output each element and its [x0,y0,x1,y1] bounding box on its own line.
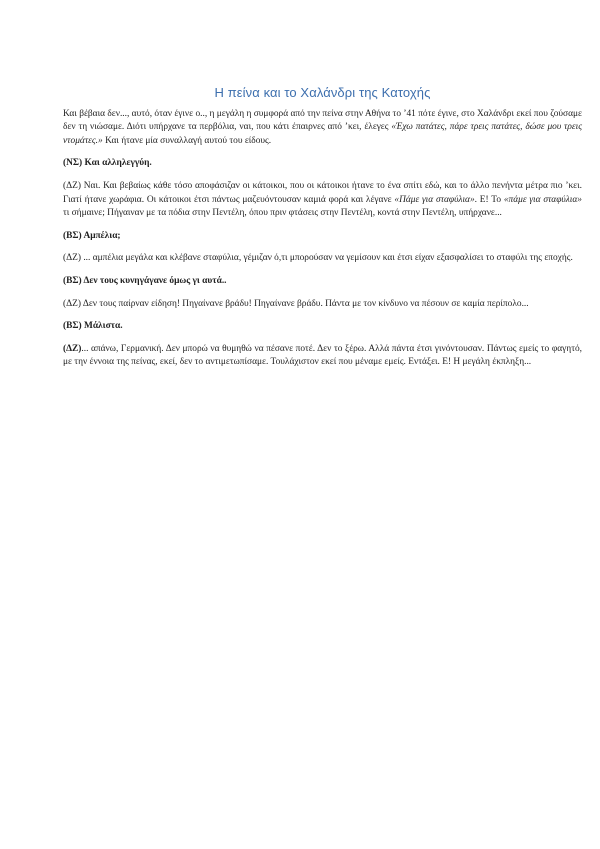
question-4: (ΒΣ) Μάλιστα. [63,321,123,332]
paragraph-1-text-a: Και βέβαια δεν..., αυτό, όταν έγινε ο.., η μεγάλη η συμφορά από την πείνα στην Αθήνα το ’41 πότε έγινε, στο Χαλάνδρι εκεί που ζούσαμε δεν τη νιώσαμε. Διότι υπήρχανε τα περβόλια, ναι, που κάτι έπαιρνες από ’κει, έλεγες [63,108,582,133]
question-2: (ΒΣ) Αμπέλια; [63,230,121,241]
paragraph-2-quote-1: «Πάμε για σταφύλια» [394,194,475,205]
paragraph-3: (ΔΖ) ... αμπέλια μεγάλα και κλέβανε σταφύλια, γέμιζαν ό,τι μπορούσαν να γεμίσουν και έτσι είχαν εξασφαλίσει το σταφύλι της εποχής. [63,253,573,264]
document-body [63,86,582,379]
paragraph-1 [63,108,582,149]
paragraph-2 [63,180,582,221]
question-1: (ΝΣ) Και αλληλεγγύη. [63,158,152,169]
paragraph-5-text: ... απάνω, Γερμανική. Δεν μπορώ να θυμηθώ να πέσανε ποτέ. Δεν το ξέρω. Αλλά πάντα έτσι γινόντουσαν. Πάντως εμείς το φαγητό, με την έννοια της πείνας, εκεί, δεν το αντιμετωπίσαμε. Τουλάχιστον εκεί που μέναμε εμείς. Εντάξει. Ε! Η μεγάλη έκπληξη... [63,343,582,368]
paragraph-1-quote: «Έχω πατάτες, πάρε τρεις πατάτες, δώσε μου τρεις ντομάτες.» [63,122,582,146]
paragraph-5 [63,343,582,370]
paragraph-2-text-c: τι σήμαινε; Πήγαιναν με τα πόδια στην Πεντέλη, όπου πριν φτάσεις στην Πεντέλη, κοντά στην Πεντέλη, υπήρχανε... [63,208,502,219]
document-title: Η πείνα και το Χαλάνδρι της Κατοχής [214,85,431,100]
paragraph-2-text-a: (ΔΖ) Ναι. Και βεβαίως κάθε τόσο αποφάσιζαν οι κάτοικοι, που οι κάτοικοι ήτανε το ένα σπίτι εδώ, και το άλλο πενήντα μέτρα πιο ’κει. Γιατί ήτανε χωράφια. Οι κάτοικοι έτσι πάντως μαζευόντουσαν καμιά φορά και λέγανε [63,180,582,205]
paragraph-2-text-b: . Ε! Το [474,194,504,205]
paragraph-1-text-b: Και ήτανε μία συναλλαγή αυτού του είδους. [102,135,272,146]
paragraph-4: (ΔΖ) Δεν τους παίρναν είδηση! Πηγαίνανε βράδυ! Πηγαίνανε βράδυ. Πάντα με τον κίνδυνο να πέσουν σε καμία περίπολο... [63,298,529,309]
question-3: (ΒΣ) Δεν τους κυνηγάγανε όμως γι αυτά.. [63,275,227,286]
paragraph-5-speaker: (ΔΖ) [63,343,82,354]
paragraph-2-quote-2: «πάμε για σταφύλια» [503,194,582,205]
